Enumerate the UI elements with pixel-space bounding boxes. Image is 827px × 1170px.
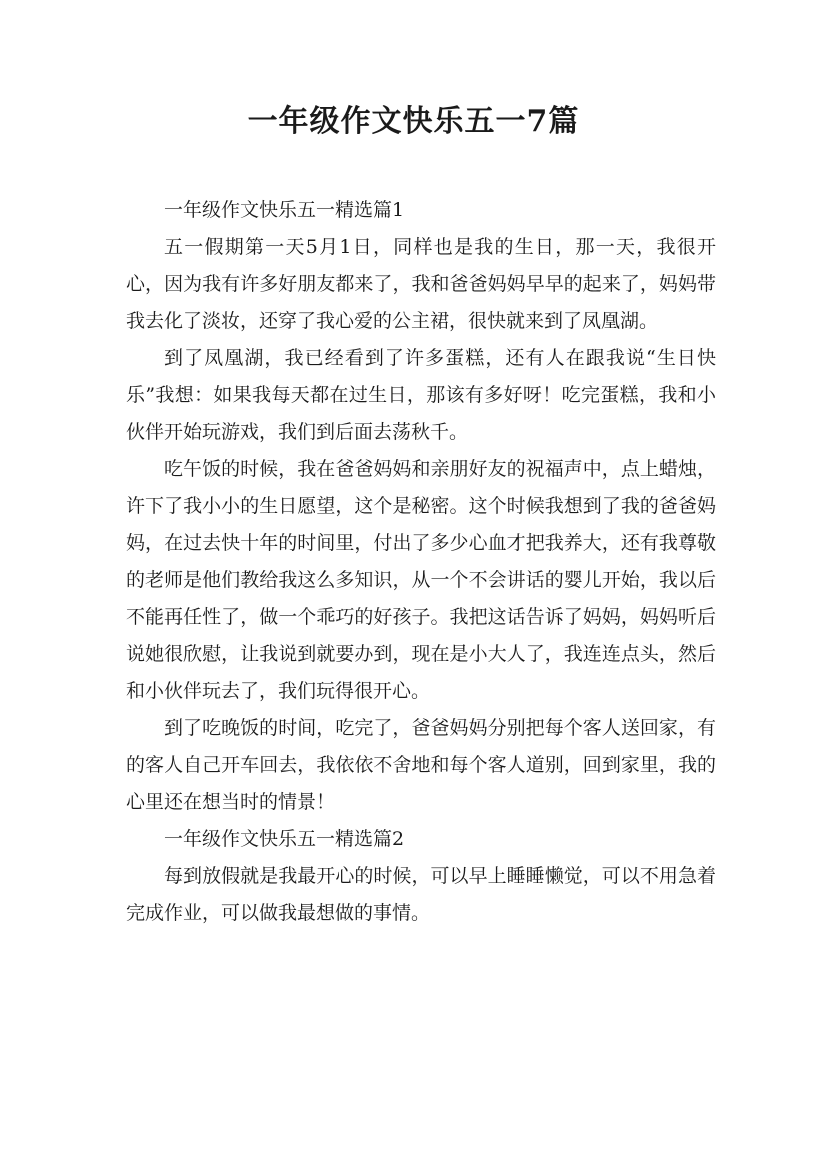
document-body [126,192,716,932]
paragraph: 到了吃晚饭的时间，吃完了，爸爸妈妈分别把每个客人送回家，有的客人自己开车回去，我依依不舍地和每个客人道别，回到家里，我的心里还在想当时的情景！ [126,717,716,813]
paragraph: 五一假期第一天5月1日，同样也是我的生日，那一天，我很开心，因为我有许多好朋友都来了，我和爸爸妈妈早早的起来了，妈妈带我去化了淡妆，还穿了我心爱的公主裙，很快就来到了凤凰湖。 [126,236,716,332]
section-heading: 一年级作文快乐五一精选篇1 [164,199,405,221]
document-title: 一年级作文快乐五一7篇 [247,104,580,139]
paragraph: 每到放假就是我最开心的时候，可以早上睡睡懒觉，可以不用急着完成作业，可以做我最想做的事情。 [126,865,716,924]
paragraph: 到了凤凰湖，我已经看到了许多蛋糕，还有人在跟我说“生日快乐”我想：如果我每天都在过生日，那该有多好呀！吃完蛋糕，我和小伙伴开始玩游戏，我们到后面去荡秋千。 [126,347,716,443]
paragraph: 吃午饭的时候，我在爸爸妈妈和亲朋好友的祝福声中，点上蜡烛，许下了我小小的生日愿望，这个是秘密。这个时候我想到了我的爸爸妈妈，在过去快十年的时间里，付出了多少心血才把我养大，还有我尊敬的老师是他们教给我这么多知识，从一个不会讲话的婴儿开始，我以后不能再任性了，做一个乖巧的好孩子。我把这话告诉了妈妈，妈妈听后说她很欣慰，让我说到就要办到，现在是小大人了，我连连点头，然后和小伙伴玩去了，我们玩得很开心。 [126,458,716,702]
section-heading: 一年级作文快乐五一精选篇2 [164,828,405,850]
